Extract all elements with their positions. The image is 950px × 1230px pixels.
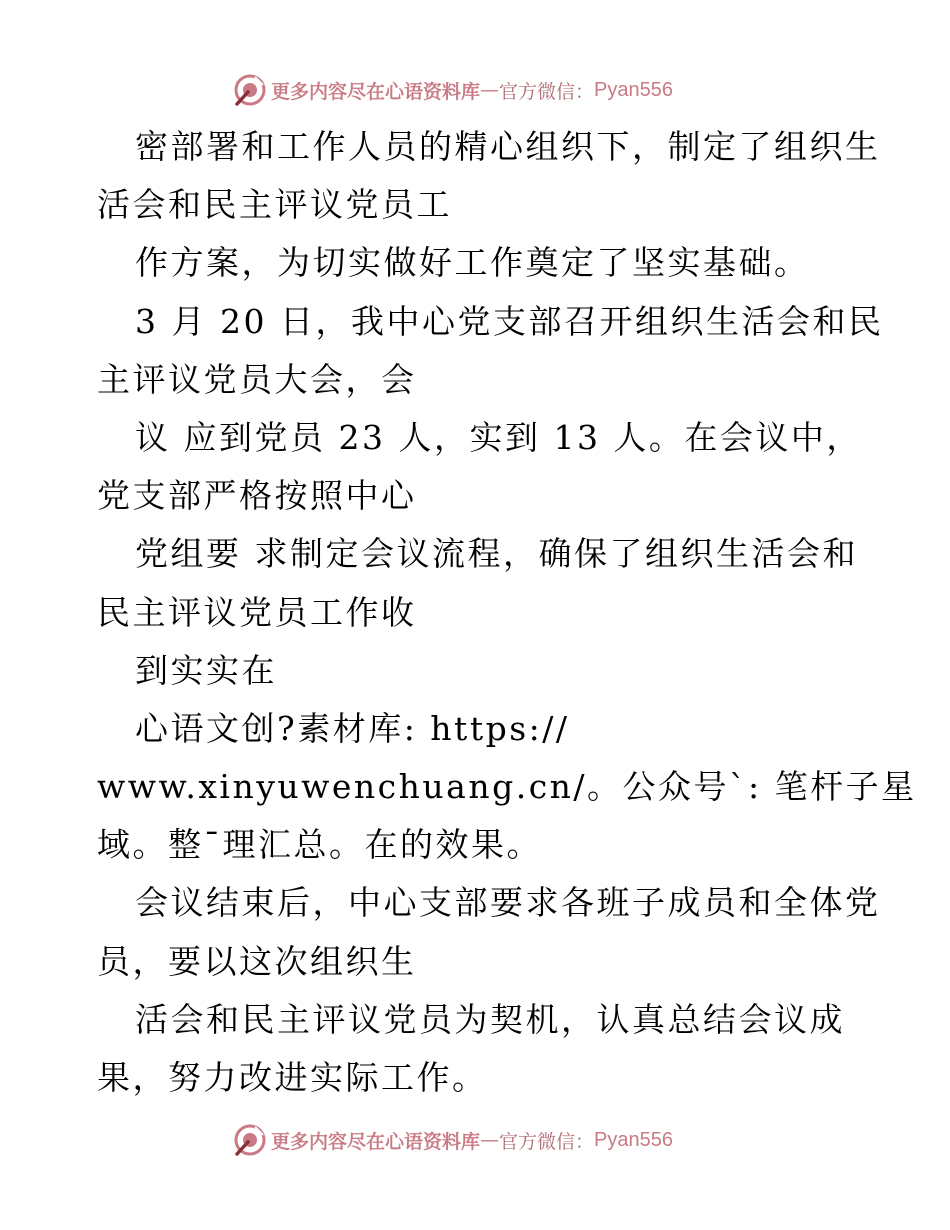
- text-line: www.xinyuwenchuang.cn/。公众号`: 笔杆子星: [97, 767, 917, 807]
- text-line: 员，要以这次组织生: [97, 941, 417, 981]
- watermark-account: Pyan556: [594, 1128, 673, 1151]
- watermark-main-text: 更多内容尽在心语资料库: [271, 80, 481, 103]
- text-line: 心语文创?素材库: https://: [135, 708, 570, 748]
- document-body: [97, 118, 917, 1107]
- text-line: 作方案，为切实做好工作奠定了坚实基础。: [135, 243, 810, 283]
- text-line: 议 应到党员 23 人，实到 13 人。在会议中，: [135, 417, 862, 457]
- text-line: 党组要 求制定会议流程，确保了组织生活会和: [135, 534, 858, 574]
- text-line: 到实实在: [135, 650, 277, 690]
- watermark-footer: [233, 1120, 673, 1160]
- text-line: 3 月 20 日，我中心党支部召开组织生活会和民: [135, 301, 884, 341]
- text-line: 域。整¯理汇总。在的效果。: [97, 825, 542, 865]
- text-line: 民主评议党员工作收: [97, 592, 417, 632]
- text-line: 活会和民主评议党员工: [97, 185, 452, 225]
- watermark-official-label: 官方微信：: [499, 80, 595, 103]
- pen-logo-icon: [233, 1123, 267, 1157]
- watermark-dash: —: [480, 1129, 500, 1151]
- text-line: 活会和民主评议党员为契机，认真总结会议成: [135, 999, 845, 1039]
- text-line: 党支部严格按照中心: [97, 476, 417, 516]
- watermark-account: Pyan556: [594, 78, 673, 101]
- text-line: 主评议党员大会，会: [97, 359, 417, 399]
- watermark-header: [233, 70, 673, 110]
- text-line: 会议结束后，中心支部要求各班子成员和全体党: [135, 883, 881, 923]
- watermark-official-label: 官方微信：: [499, 1130, 595, 1153]
- watermark-dash: —: [480, 79, 500, 101]
- text-line: 密部署和工作人员的精心组织下，制定了组织生: [135, 127, 881, 166]
- watermark-main-text: 更多内容尽在心语资料库: [271, 1130, 481, 1153]
- pen-logo-icon: [233, 73, 267, 107]
- text-line: 果，努力改进实际工作。: [97, 1058, 488, 1097]
